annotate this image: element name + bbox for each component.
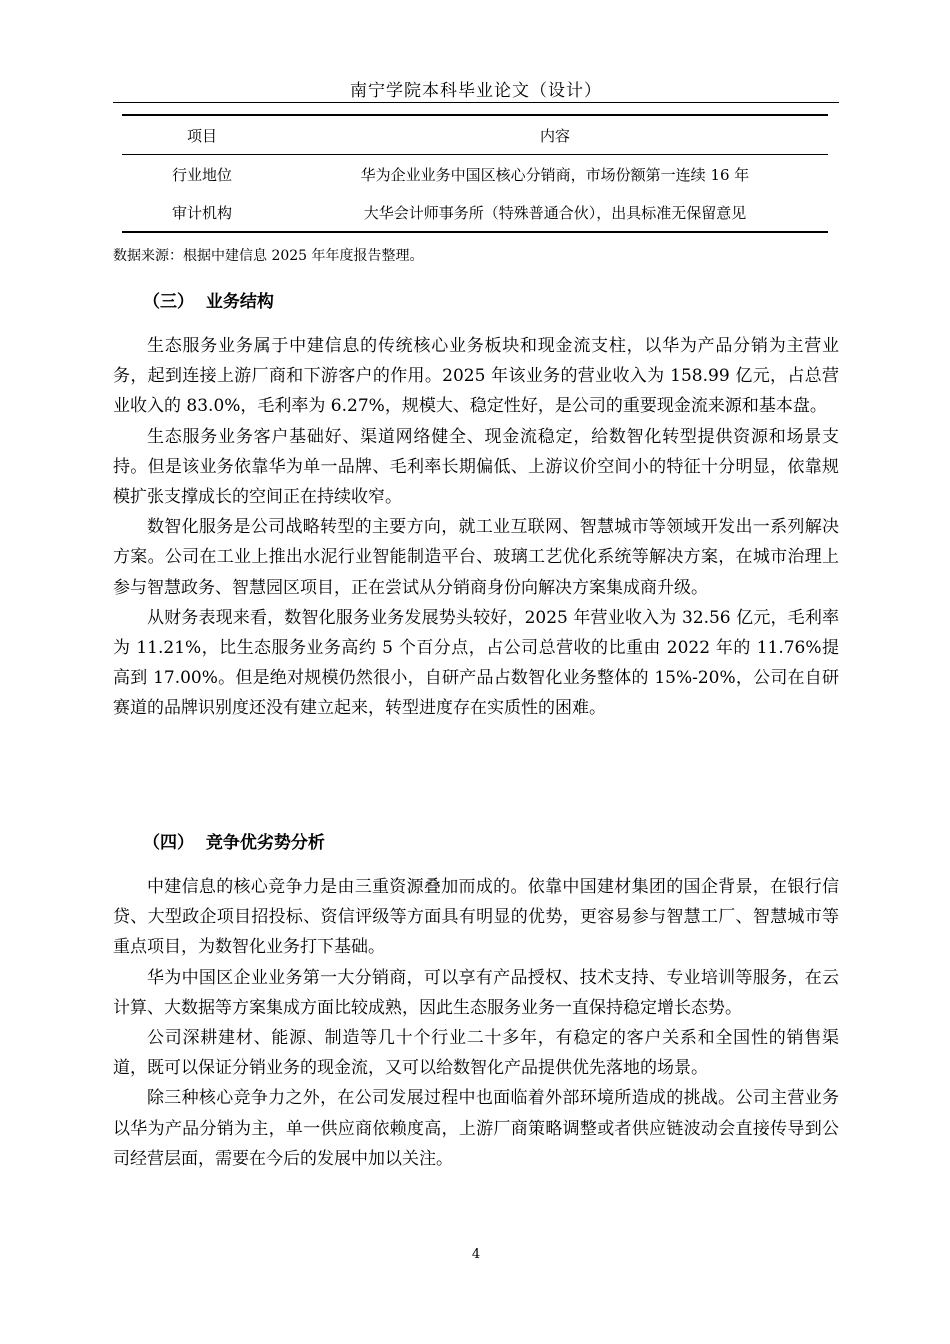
section-body-business-structure <box>113 331 839 724</box>
info-table <box>122 114 828 233</box>
section-heading-competitive-analysis: （四） 竞争优劣势分析 <box>143 833 325 853</box>
section-heading-business-structure: （三） 业务结构 <box>143 292 274 312</box>
table-cell-value: 华为企业业务中国区核心分销商，市场份额第一连续 16 年 <box>360 165 750 184</box>
table-cell-value: 大华会计师事务所（特殊普通合伙），出具标准无保留意见 <box>282 193 828 232</box>
column-header-content: 内容 <box>282 115 828 155</box>
info-table-wrapper <box>122 114 828 233</box>
section-body-competitive-analysis <box>113 872 839 1174</box>
paragraph: 数智化服务是公司战略转型的主要方向，就工业互联网、智慧城市等领域开发出一系列解决方案。公司在工业上推出水泥行业智能制造平台、玻璃工艺优化系统等解决方案，在城市治理上参与智慧政务、智慧园区项目，正在尝试从分销商身份向解决方案集成商升级。 <box>113 517 839 598</box>
table-cell-label: 行业地位 <box>171 165 232 184</box>
table-header-row <box>122 115 828 155</box>
paragraph: 从财务表现来看，数智化服务业务发展势头较好，2025 年营业收入为 32.56 亿元，毛利率为 11.21%，比生态服务业务高约 5 个百分点，占公司总营收的比重由 2022 年的 11.76%提高到 17.00%。但是绝对规模仍然很小，自研产品占数智化业务整体的 15%-20%，公司在自研赛道的品牌识别度还没有建立起来，转型进度存在实质性的困难。 <box>113 607 839 719</box>
column-header-item: 项目 <box>122 115 282 155</box>
paragraph: 华为中国区企业业务第一大分销商，可以享有产品授权、技术支持、专业培训等服务，在云计算、大数据等方案集成方面比较成熟，因此生态服务业务一直保持稳定增长态势。 <box>113 967 839 1018</box>
table-row <box>122 193 828 232</box>
paragraph: 生态服务业务客户基础好、渠道网络健全、现金流稳定，给数智化转型提供资源和场景支持。但是该业务依靠华为单一品牌、毛利率长期偏低、上游议价空间小的特征十分明显，依靠规模扩张支撑成长的空间正在持续收窄。 <box>113 426 839 508</box>
table-row <box>122 155 828 194</box>
paragraph: 公司深耕建材、能源、制造等几十个行业二十多年，有稳定的客户关系和全国性的销售渠道，既可以保证分销业务的现金流，又可以给数智化产品提供优先落地的场景。 <box>113 1028 839 1079</box>
paragraph: 除三种核心竞争力之外，在公司发展过程中也面临着外部环境所造成的挑战。公司主营业务以华为产品分销为主，单一供应商依赖度高，上游厂商策略调整或者供应链波动会直接传导到公司经营层面，需要在今后的发展中加以关注。 <box>113 1088 839 1169</box>
running-header: 南宁学院本科毕业论文（设计） <box>350 81 602 101</box>
header-rule <box>113 102 839 103</box>
paragraph: 中建信息的核心竞争力是由三重资源叠加而成的。依靠中国建材集团的国企背景，在银行信贷、大型政企项目招投标、资信评级等方面具有明显的优势，更容易参与智慧工厂、智慧城市等重点项目，为数智化业务打下基础。 <box>113 877 839 958</box>
table-source-note: 数据来源：根据中建信息 2025 年年度报告整理。 <box>113 248 424 264</box>
paragraph: 生态服务业务属于中建信息的传统核心业务板块和现金流支柱，以华为产品分销为主营业务，起到连接上游厂商和下游客户的作用。2025 年该业务的营业收入为 158.99 亿元，占总营业收入的 83.0%，毛利率为 6.27%，规模大、稳定性好，是公司的重要现金流来源和基本盘。 <box>113 336 839 417</box>
table-cell-label: 审计机构 <box>122 193 282 232</box>
page-number: 4 <box>471 1247 481 1262</box>
